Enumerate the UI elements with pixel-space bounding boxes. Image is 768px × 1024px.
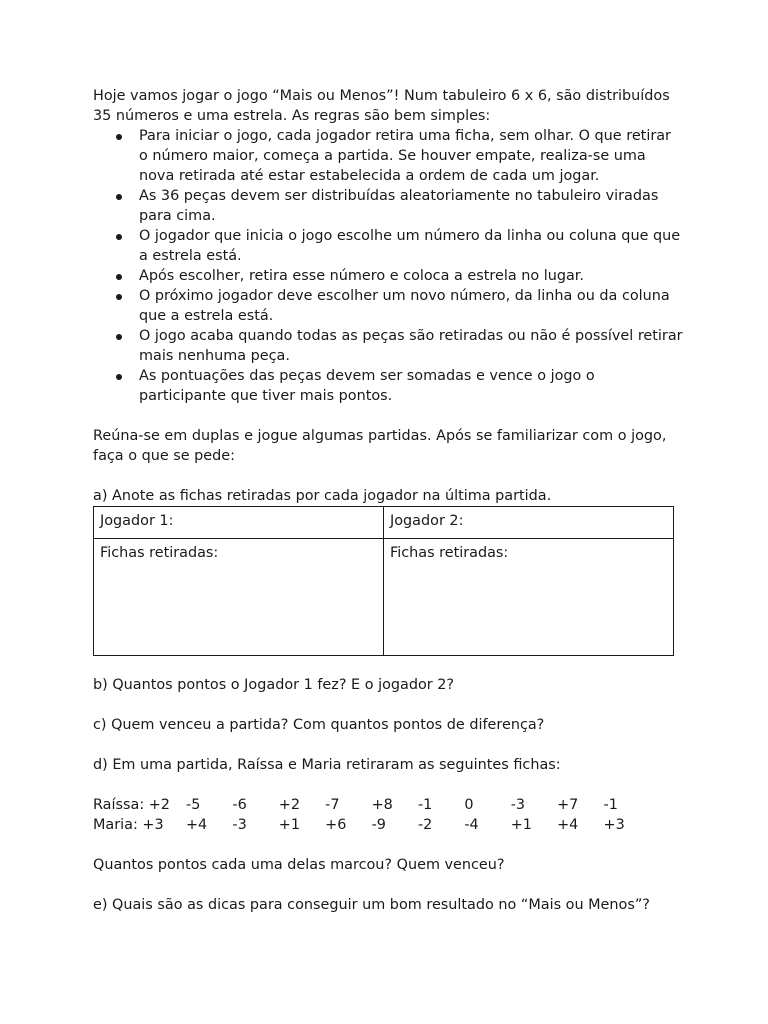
answer-table <box>93 506 674 656</box>
score-value: -4 <box>464 817 479 833</box>
player1-header-cell: Jogador 1: <box>94 507 384 539</box>
score-value: -3 <box>232 817 247 833</box>
score-value: +1 <box>510 817 532 833</box>
rule-item: O jogo acaba quando todas as peças são retiradas ou não é possível retirar mais nenhuma peça. <box>93 326 683 366</box>
question-d-followup: Quantos pontos cada uma delas marcou? Quem venceu? <box>93 857 505 873</box>
score-value: -9 <box>371 817 386 833</box>
rule-item: Após escolher, retira esse número e coloca a estrela no lugar. <box>93 266 683 286</box>
score-value: -7 <box>325 797 340 813</box>
rule-item: Para iniciar o jogo, cada jogador retira uma ficha, sem olhar. O que retirar o número maior, começa a partida. Se houver empate, realiza-se uma nova retirada até estar estabelecida a ordem de cada um jogar. <box>93 126 683 186</box>
score-value: -1 <box>417 797 433 813</box>
score-value: -5 <box>186 797 201 813</box>
rules-list <box>93 126 683 406</box>
score-value: +2 <box>278 797 300 813</box>
rule-item: O jogador que inicia o jogo escolhe um número da linha ou coluna que que a estrela está. <box>93 226 683 266</box>
rule-item: As 36 peças devem ser distribuídas aleatoriamente no tabuleiro viradas para cima. <box>93 186 683 226</box>
maria-scores-row <box>93 815 683 835</box>
question-c: c) Quem venceu a partida? Com quantos pontos de diferença? <box>93 717 545 733</box>
score-value: -2 <box>417 817 433 833</box>
maria-label: Maria: +3 <box>93 817 164 833</box>
score-value: +8 <box>371 797 393 813</box>
score-value: 0 <box>464 797 474 813</box>
rule-item: As pontuações das peças devem ser somadas e vence o jogo o participante que tiver mais pontos. <box>93 366 683 406</box>
question-e: e) Quais são as dicas para conseguir um bom resultado no “Mais ou Menos”? <box>93 897 650 913</box>
score-value: +1 <box>278 817 300 833</box>
score-value: -3 <box>510 797 526 813</box>
score-value: +4 <box>186 817 208 833</box>
player2-answer-cell[interactable]: Fichas retiradas: <box>384 539 674 656</box>
rule-item: O próximo jogador deve escolher um novo número, da linha ou da coluna que a estrela está. <box>93 286 683 326</box>
score-value: +6 <box>325 817 347 833</box>
score-value: +4 <box>557 817 579 833</box>
score-value: -6 <box>232 797 247 813</box>
player1-answer-cell[interactable]: Fichas retiradas: <box>94 539 384 656</box>
raissa-scores-row <box>93 795 683 815</box>
raissa-label: Raíssa: +2 <box>93 797 170 813</box>
instruction-paragraph: Reúna-se em duplas e jogue algumas partidas. Após se familiarizar com o jogo, faça o que se pede: <box>93 428 667 464</box>
score-value: +7 <box>557 797 579 813</box>
worksheet-page <box>93 86 683 915</box>
question-d: d) Em uma partida, Raíssa e Maria retiraram as seguintes fichas: <box>93 757 561 773</box>
score-value: +3 <box>603 817 625 833</box>
intro-paragraph: Hoje vamos jogar o jogo “Mais ou Menos”! Num tabuleiro 6 x 6, são distribuídos 35 números e uma estrela. As regras são bem simples: <box>93 88 670 124</box>
scores-block <box>93 795 683 835</box>
score-value: -1 <box>603 797 618 813</box>
question-b: b) Quantos pontos o Jogador 1 fez? E o jogador 2? <box>93 677 455 693</box>
question-a: a) Anote as fichas retiradas por cada jogador na última partida. <box>93 488 552 504</box>
player2-header-cell: Jogador 2: <box>384 507 674 539</box>
